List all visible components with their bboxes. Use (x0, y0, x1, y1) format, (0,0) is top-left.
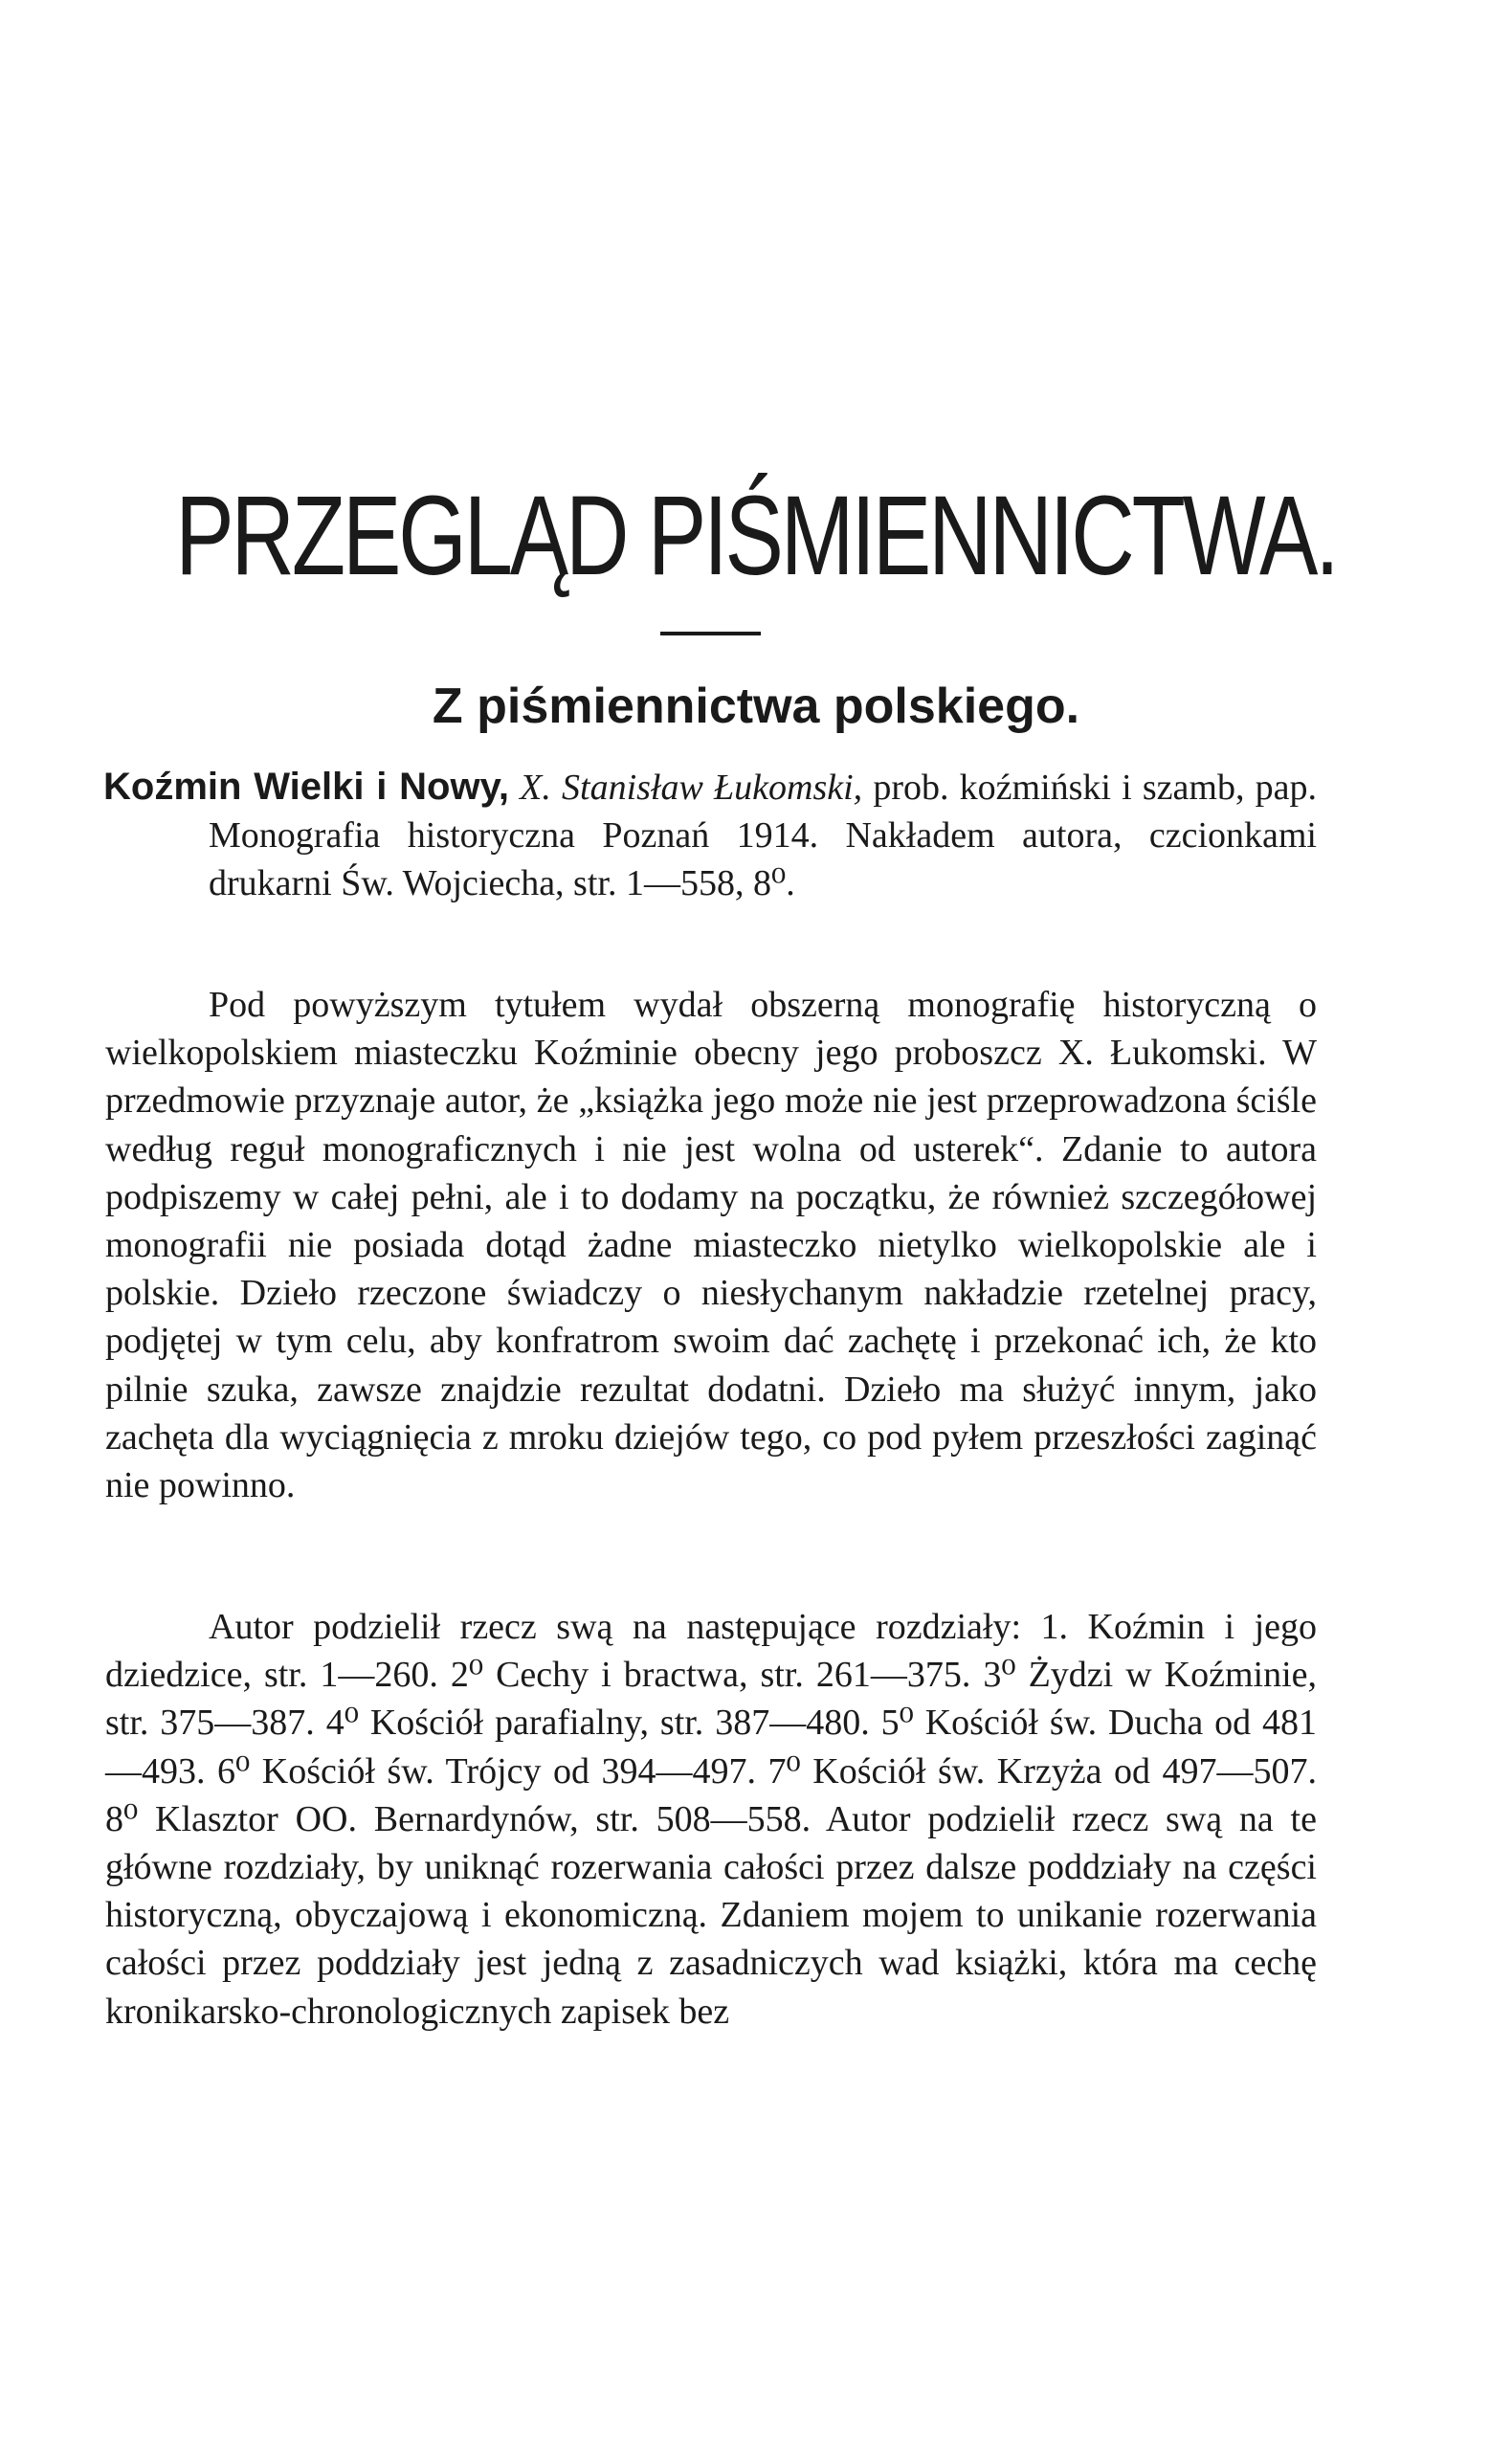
paragraph-1: Pod powyższym tytułem wydał obszerną monografię historyczną o wielkopolskiem miasteczku Koźminie obecny jego proboszcz X. Łukomski. W przedmowie przyznaje autor, że „książka jego może nie jest przeprowadzona ściśle według reguł monograficznych i nie jest wolna od usterek“. Zdanie to autora podpiszemy w całej pełni, ale i to dodamy na początku, że również szczegółowej monografii nie posiada dotąd żadne miasteczko nietylko wielkopolskie ale i polskie. Dzieło rzeczone świadczy o niesłychanym nakładzie rzetelnej pracy, podjętej w tym celu, aby konfratrom swoim dać zachętę i przekonać ich, że kto pilnie szuka, zawsze znajdzie rezultat dodatni. Dzieło ma służyć innym, jako zachęta dla wyciągnięcia z mroku dziejów tego, co pod pyłem przeszłości zaginąć nie powinno. (105, 985, 1317, 1506)
entry-details: prob. koźmiński i szamb, pap. Monografia historyczna Poznań 1914. Nakładem autora, czcionkami drukarni Św. Wojciecha, str. 1—558, 8⁰. (209, 768, 1317, 904)
section-title: PRZEGLĄD PIŚMIENNICTWA. (175, 473, 1337, 599)
paragraph-2: Autor podzielił rzecz swą na następujące rozdziały: 1. Koźmin i jego dziedzice, str. 1—260. 2⁰ Cechy i bractwa, str. 261—375. 3⁰ Żydzi w Koźminie, str. 375—387. 4⁰ Kościół parafialny, str. 387—480. 5⁰ Kościół św. Ducha od 481—493. 6⁰ Kościół św. Trójcy od 394—497. 7⁰ Kościół św. Krzyża od 497—507. 8⁰ Klasztor OO. Bernardynów, str. 508—558. Autor podzielił rzecz swą na te główne rozdziały, by uniknąć rozerwania całości przez dalsze poddziały na części historyczną, obyczajową i ekonomiczną. Zdaniem mojem to unikanie rozerwania całości przez poddziały jest jedną z zasadniczych wad książki, która ma cechę kronikarsko-chronologicznych zapisek bez (105, 1607, 1317, 2032)
title-divider (660, 632, 761, 635)
bibliographic-entry (105, 763, 1317, 908)
subsection-title: Z piśmiennictwa polskiego. (432, 679, 1080, 734)
entry-author: X. Stanisław Łukomski, (520, 768, 863, 808)
entry-place: Koźmin Wielki i Nowy, (103, 766, 509, 808)
